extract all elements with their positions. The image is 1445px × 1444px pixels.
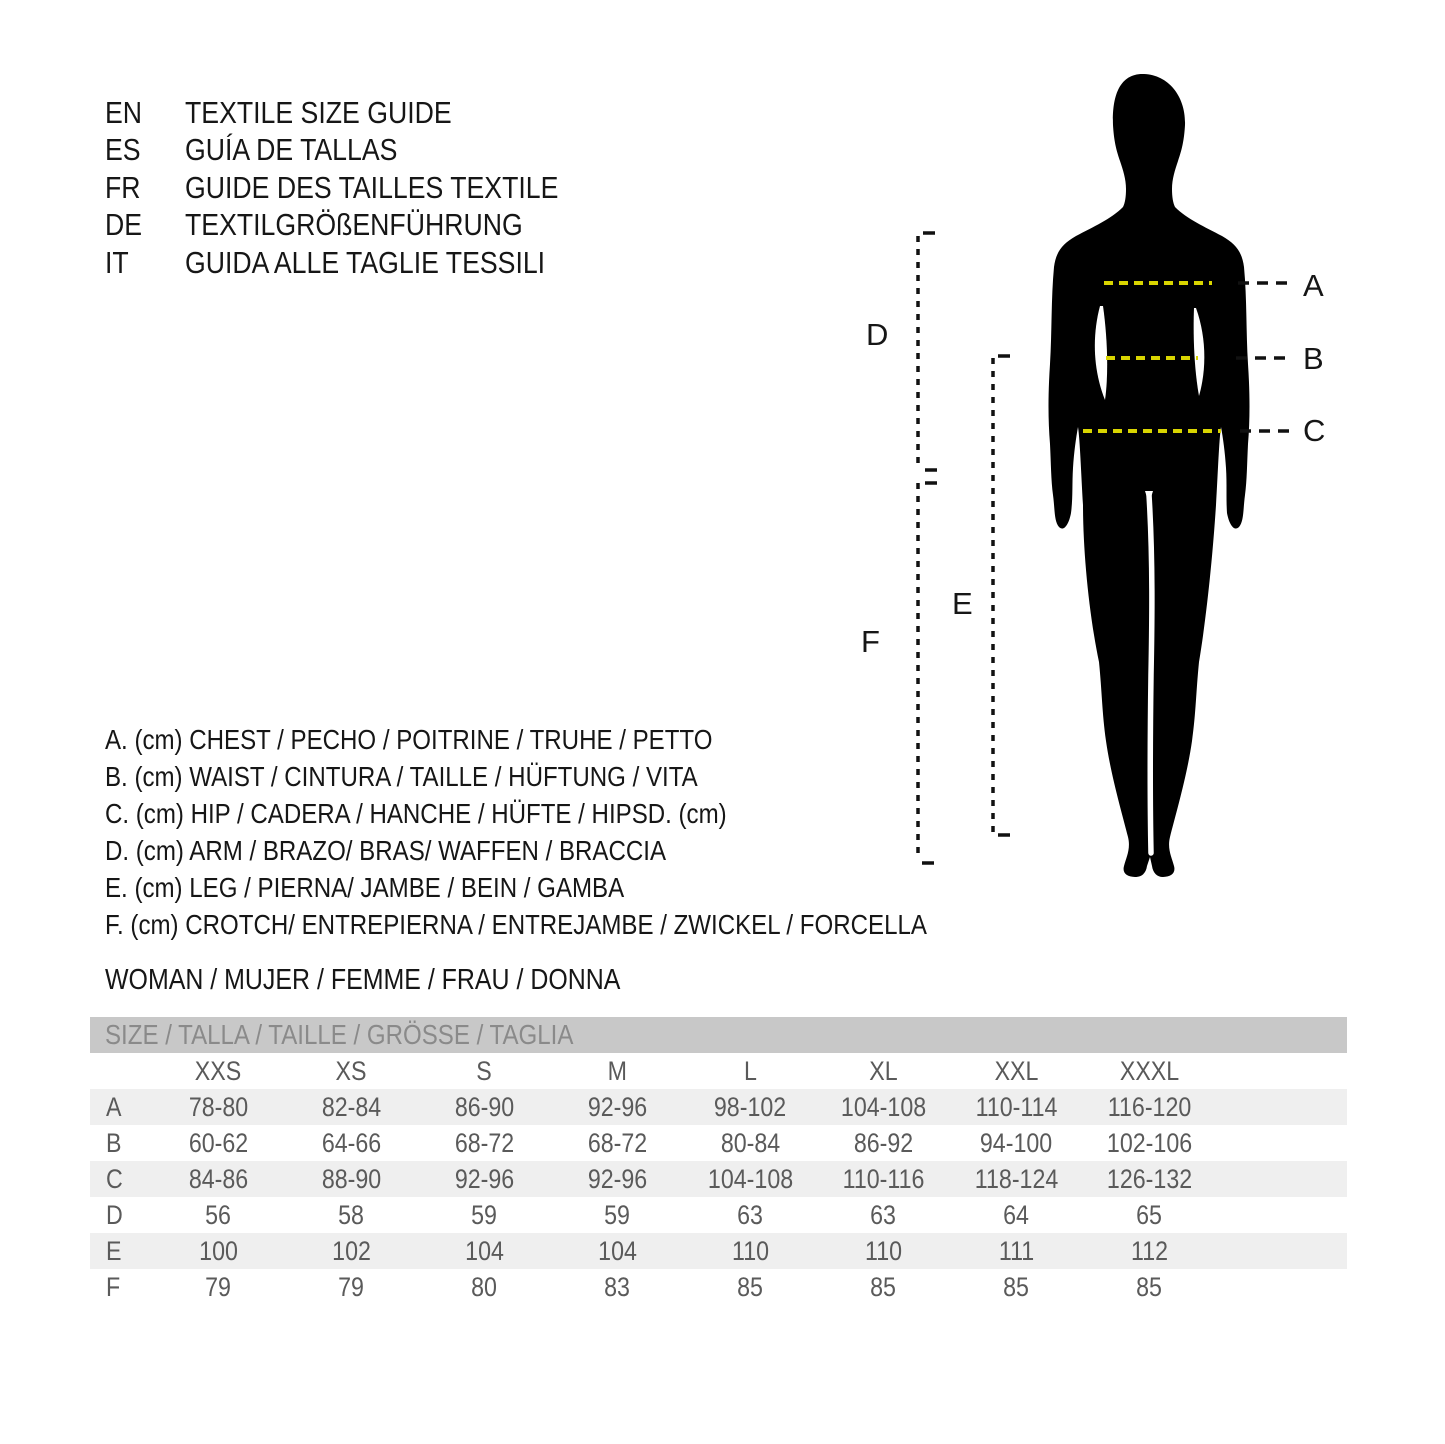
- marker-waist-label: B: [1303, 341, 1324, 376]
- lang-code-it: IT: [105, 244, 129, 280]
- lang-row-es: [105, 132, 619, 170]
- table-row-hip: C 84-86 88-90 92-96 92-96 104-108 110-116 118-124 126-132: [90, 1161, 1347, 1197]
- lang-code-de: DE: [105, 207, 143, 243]
- legend-arm: D. (cm) ARM / BRAZO/ BRAS/ WAFFEN / BRACCIA: [105, 834, 667, 866]
- legend-crotch: F. (cm) CROTCH/ ENTREPIERNA / ENTREJAMBE / ZWICKEL / FORCELLA: [105, 908, 927, 940]
- table-row-chest: A 78-80 82-84 86-90 92-96 98-102 104-108 110-114 116-120: [90, 1089, 1347, 1125]
- lang-code-fr: FR: [105, 169, 141, 205]
- lang-row-en: [105, 94, 619, 132]
- marker-hip-label: C: [1303, 413, 1326, 448]
- size-table-header-bar: [90, 1017, 1347, 1053]
- table-row-crotch: F 79 79 80 83 85 85 85 85: [106, 1271, 1163, 1302]
- legend-waist: B. (cm) WAIST / CINTURA / TAILLE / HÜFTUNG / VITA: [105, 760, 698, 792]
- marker-crotch-label: F: [861, 624, 880, 659]
- language-title-block: [105, 94, 619, 282]
- size-table: [90, 1017, 1347, 1305]
- marker-chest-label: A: [1303, 268, 1324, 303]
- section-title-woman: WOMAN / MUJER / FEMME / FRAU / DONNA: [105, 963, 621, 996]
- lang-code-en: EN: [105, 94, 143, 130]
- size-table-header-text: SIZE / TALLA / TAILLE / GRÖSSE / TAGLIA: [105, 1019, 574, 1050]
- lang-title-en: TEXTILE SIZE GUIDE: [185, 94, 452, 130]
- lang-row-it: [105, 244, 619, 282]
- marker-leg-label: E: [952, 586, 973, 621]
- size-names-row: XXS XS S M L XL XXL XXXL: [195, 1055, 1180, 1086]
- legend-hip: C. (cm) HIP / CADERA / HANCHE / HÜFTE / HIPSD. (cm): [105, 797, 727, 829]
- table-row-arm: D 56 58 59 59 63 63 64 65: [106, 1199, 1163, 1230]
- table-row-leg: E 100 102 104 104 110 110 111 112: [90, 1233, 1347, 1269]
- leg-gap: [1149, 495, 1152, 853]
- lang-code-es: ES: [105, 132, 141, 168]
- table-row-waist: B 60-62 64-66 68-72 68-72 80-84 86-92 94-100 102-106: [106, 1127, 1193, 1158]
- lang-row-de: [105, 207, 619, 245]
- lang-title-it: GUIDA ALLE TAGLIE TESSILI: [185, 244, 546, 280]
- measurement-legend: [105, 721, 1061, 943]
- marker-arm-label: D: [866, 317, 889, 352]
- lang-title-es: GUÍA DE TALLAS: [185, 132, 398, 168]
- lang-title-fr: GUIDE DES TAILLES TEXTILE: [185, 169, 559, 205]
- legend-chest: A. (cm) CHEST / PECHO / POITRINE / TRUHE / PETTO: [105, 723, 713, 755]
- lang-row-fr: [105, 169, 619, 207]
- lang-title-de: TEXTILGRÖßENFÜHRUNG: [185, 207, 523, 243]
- legend-leg: E. (cm) LEG / PIERNA/ JAMBE / BEIN / GAMBA: [105, 871, 625, 903]
